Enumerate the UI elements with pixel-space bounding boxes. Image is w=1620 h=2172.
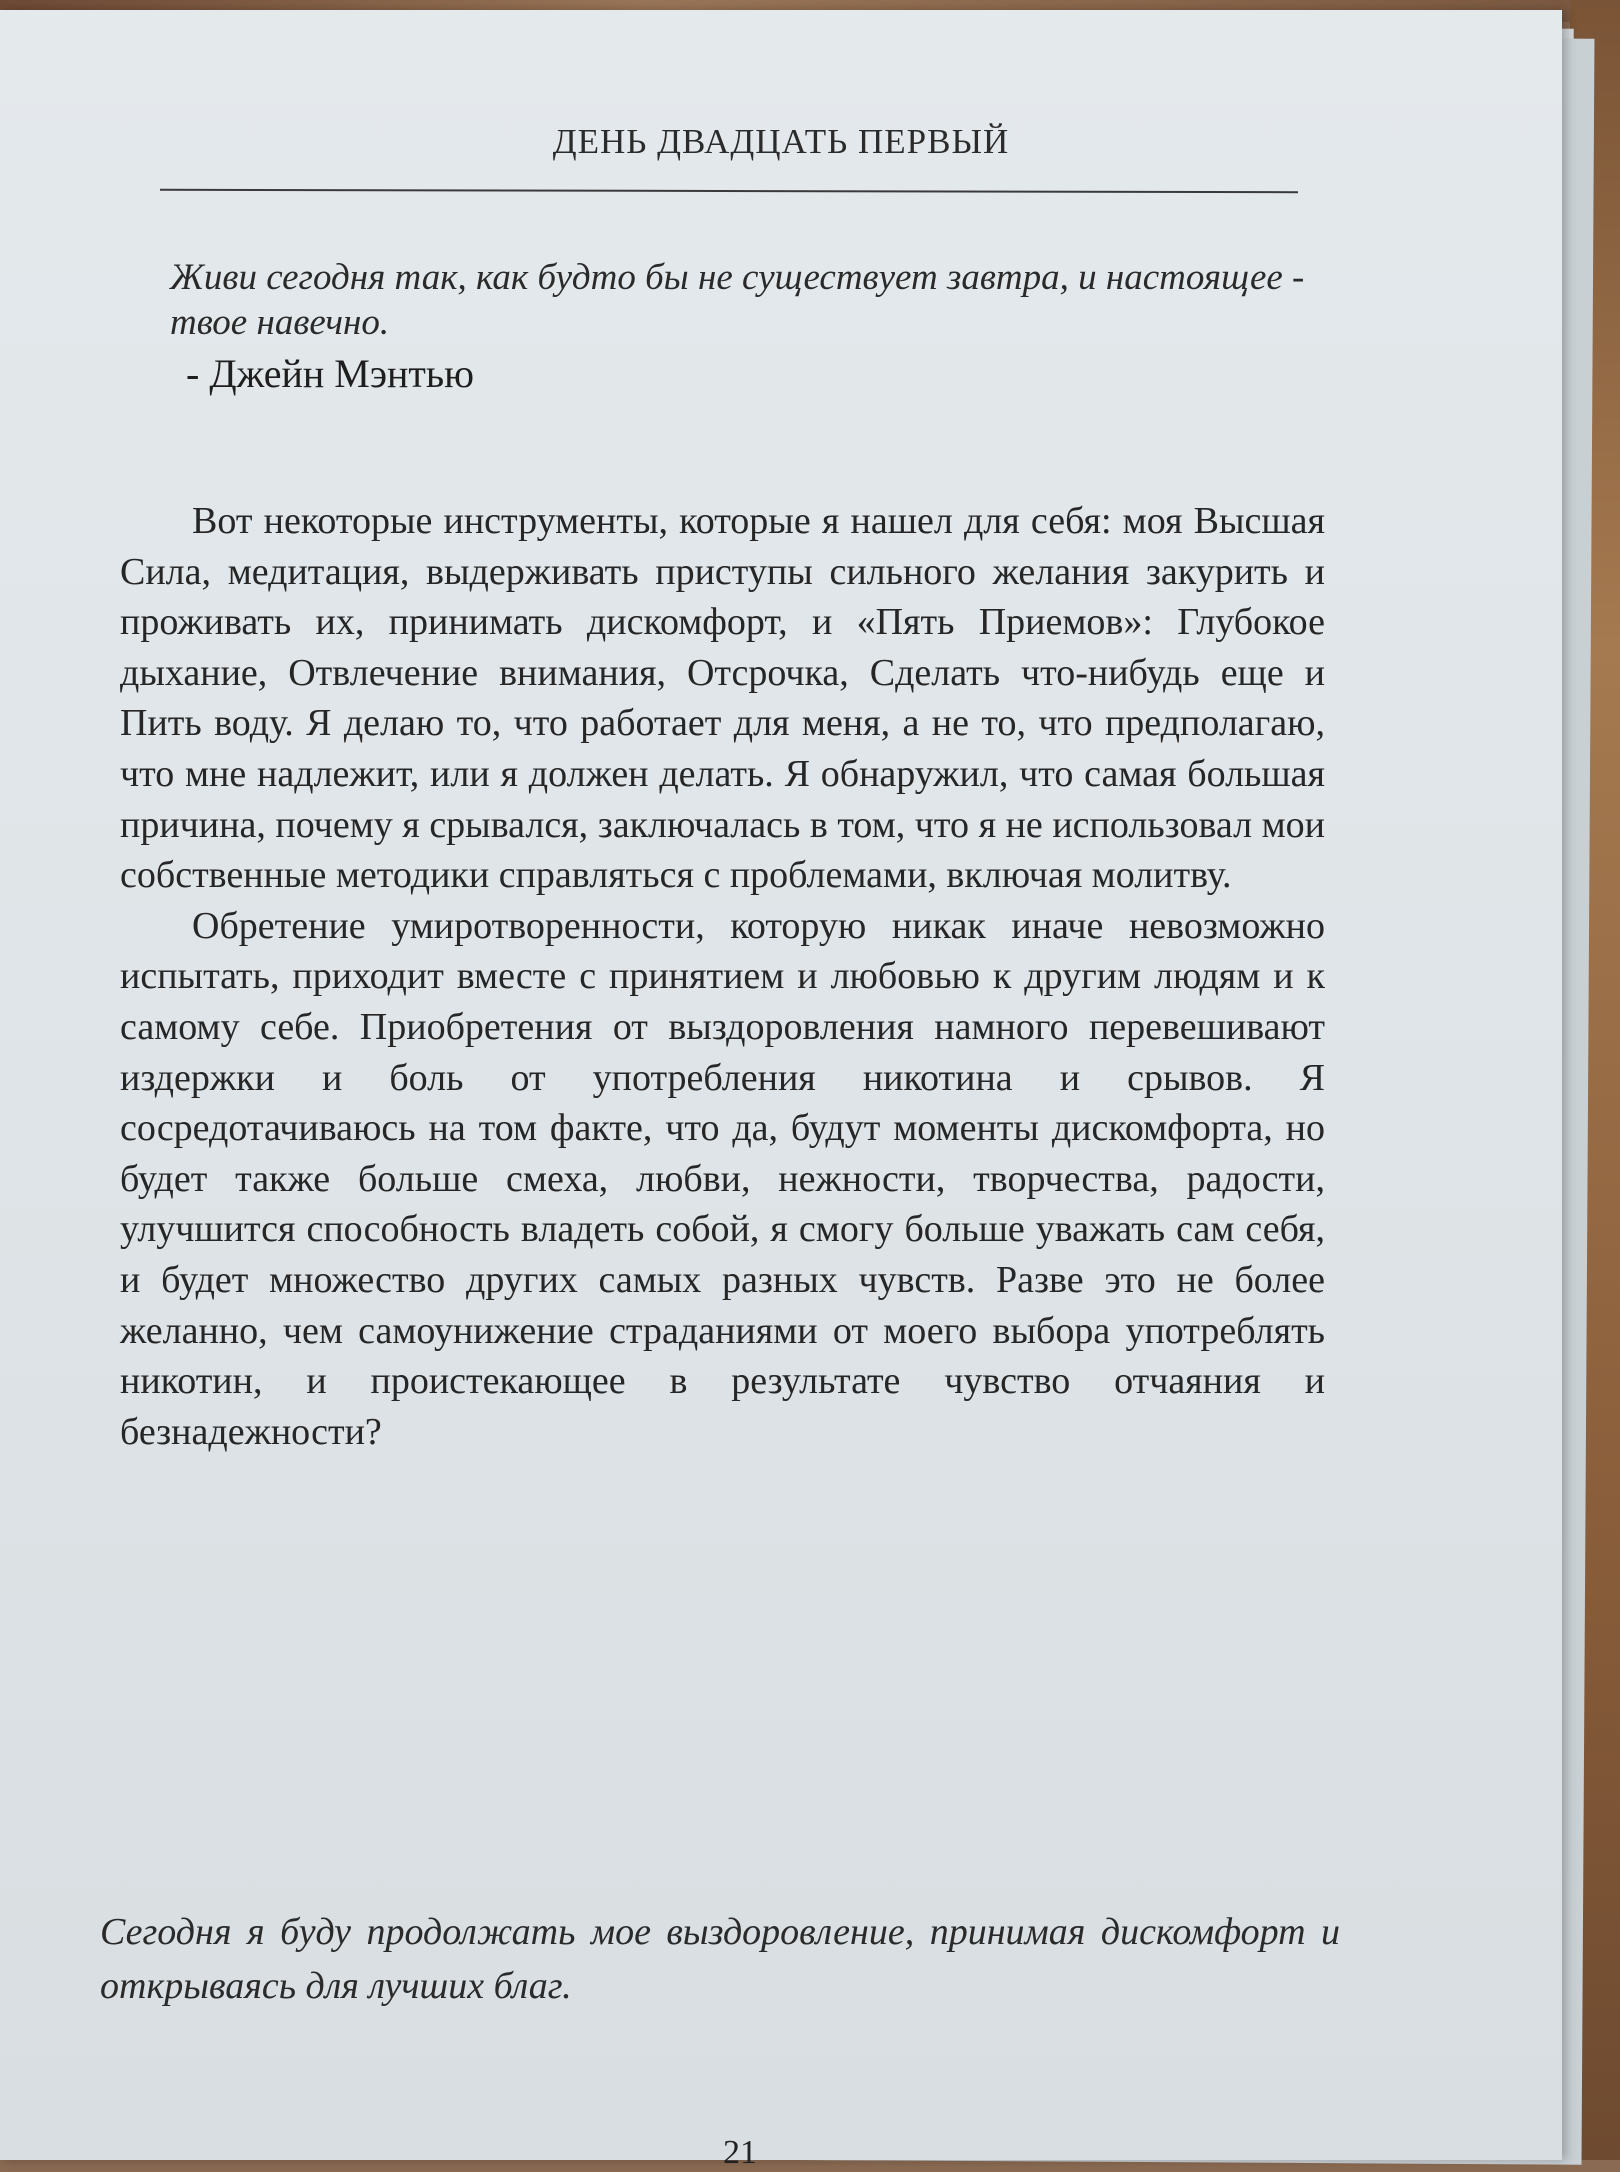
- daily-affirmation: Сегодня я буду продолжать мое выздоровление, принимая дискомфорт и открываясь для лучших благ.: [100, 1911, 1340, 2007]
- page-number: 21: [723, 2134, 757, 2171]
- body-text: [120, 496, 1325, 1457]
- body-paragraph: Вот некоторые инструменты, которые я нашел для себя: моя Высшая Сила, медитация, выдерживать приступы сильного желания закурить и проживать их, принимать дискомфорт, и «Пять Приемов»: Глубокое дыхание, Отвлечение внимания, Отсрочка, Сделать что-нибудь еще и Пить воду. Я делаю то, что работает для меня, а не то, что предполагаю, что мне надлежит, или я должен делать. Я обнаружил, что самая большая причина, почему я срывался, заключалась в том, что я не использовал мои собственные методики справляться с проблемами, включая молитву.: [120, 500, 1325, 897]
- running-header-title: ДЕНЬ ДВАДЦАТЬ ПЕРВЫЙ: [552, 122, 1010, 161]
- body-paragraph: Обретение умиротворенности, которую никак иначе невозможно испытать, приходит вместе с принятием и любовью к другим людям и к самому себе. Приобретения от выздоровления намного перевешивают издержки и боль от употребления никотина и срывов. Я сосредотачиваюсь на том факте, что да, будут моменты дискомфорта, но будет также больше смеха, любви, нежности, творчества, радости, улучшится способность владеть собой, я смогу больше уважать сам себя, и будет множество других самых разных чувств. Разве это не более желанно, чем самоунижение страданиями от моего выбора употреблять никотин, и проистекающее в результате чувство отчаяния и безнадежности?: [120, 904, 1325, 1453]
- epigraph-author: - Джейн Мэнтью: [186, 351, 475, 396]
- epigraph-quote: Живи сегодня так, как будто бы не существует завтра, и настоящее - твое навечно.: [170, 257, 1305, 343]
- header-divider: [160, 189, 1298, 193]
- book-page: [0, 10, 1562, 2171]
